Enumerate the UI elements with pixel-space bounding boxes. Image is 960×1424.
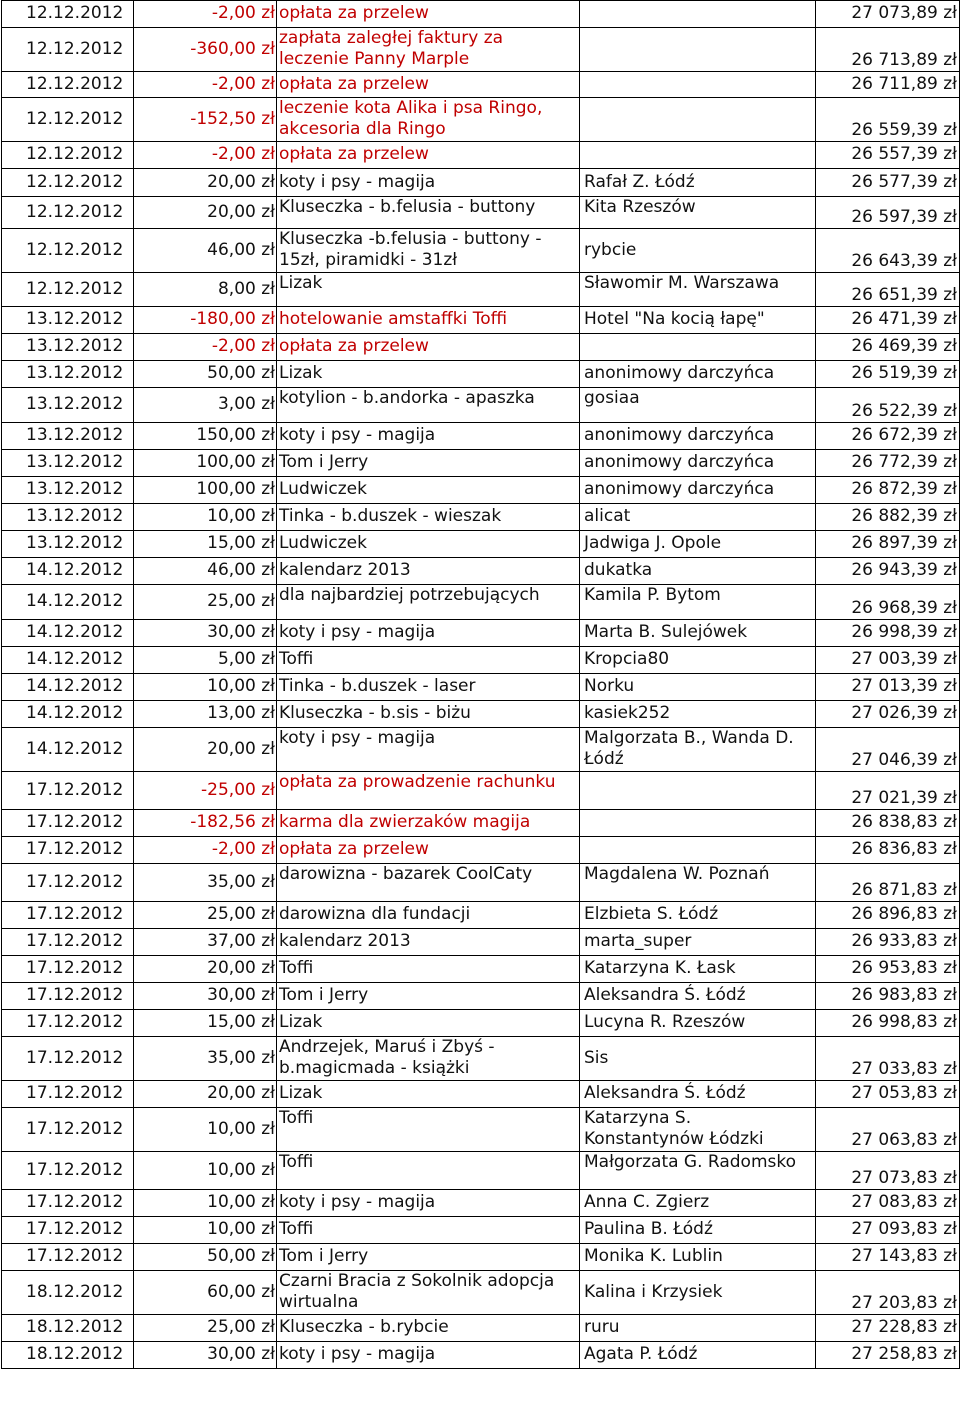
balance-cell: 27 258,83 zł <box>816 1342 960 1369</box>
donor-cell: anonimowy darczyńca <box>580 361 816 388</box>
balance-cell: 26 597,39 zł <box>816 197 960 229</box>
description-cell: kotylion - b.andorka - apaszka <box>277 388 580 423</box>
description-cell: Toffi <box>277 1108 580 1152</box>
description-cell: Kluseczka -b.felusia - buttony - 15zł, piramidki - 31zł <box>277 229 580 273</box>
date-cell: 14.12.2012 <box>2 558 134 585</box>
donor-cell: Elzbieta S. Łódź <box>580 902 816 929</box>
table-row <box>2 956 960 983</box>
amount-cell: 20,00 zł <box>134 728 277 772</box>
description-cell: Lizak <box>277 273 580 307</box>
table-row <box>2 1152 960 1190</box>
description-cell: Lizak <box>277 361 580 388</box>
balance-cell: 26 943,39 zł <box>816 558 960 585</box>
description-cell: opłata za przelew <box>277 837 580 864</box>
description-cell: opłata za prowadzenie rachunku <box>277 772 580 810</box>
table-row <box>2 837 960 864</box>
table-row <box>2 674 960 701</box>
donor-cell: marta_super <box>580 929 816 956</box>
description-cell: koty i psy - magija <box>277 620 580 647</box>
donor-cell: Malgorzata B., Wanda D. Łódź <box>580 728 816 772</box>
balance-cell: 26 897,39 zł <box>816 531 960 558</box>
balance-cell: 26 872,39 zł <box>816 477 960 504</box>
donor-cell: Aleksandra Ś. Łódź <box>580 983 816 1010</box>
balance-cell: 27 083,83 zł <box>816 1190 960 1217</box>
description-cell: Tinka - b.duszek - wieszak <box>277 504 580 531</box>
date-cell: 17.12.2012 <box>2 1244 134 1271</box>
donor-cell: Kita Rzeszów <box>580 197 816 229</box>
donor-cell: Marta B. Sulejówek <box>580 620 816 647</box>
description-cell: Czarni Bracia z Sokolnik adopcja wirtualna <box>277 1271 580 1315</box>
date-cell: 12.12.2012 <box>2 28 134 72</box>
balance-cell: 26 522,39 zł <box>816 388 960 423</box>
date-cell: 17.12.2012 <box>2 1081 134 1108</box>
table-row <box>2 531 960 558</box>
amount-cell: -2,00 zł <box>134 1 277 28</box>
amount-cell: 20,00 zł <box>134 1081 277 1108</box>
table-row <box>2 1244 960 1271</box>
balance-cell: 26 471,39 zł <box>816 307 960 334</box>
amount-cell: 13,00 zł <box>134 701 277 728</box>
table-row <box>2 810 960 837</box>
donor-cell: Katarzyna K. Łask <box>580 956 816 983</box>
donor-cell: Paulina B. Łódź <box>580 1217 816 1244</box>
transactions-body <box>2 1 960 1369</box>
amount-cell: -182,56 zł <box>134 810 277 837</box>
amount-cell: -152,50 zł <box>134 98 277 142</box>
description-cell: Tom i Jerry <box>277 1244 580 1271</box>
table-row <box>2 142 960 169</box>
table-row <box>2 423 960 450</box>
donor-cell <box>580 837 816 864</box>
balance-cell: 27 053,83 zł <box>816 1081 960 1108</box>
table-row <box>2 772 960 810</box>
table-row <box>2 1010 960 1037</box>
balance-cell: 26 882,39 zł <box>816 504 960 531</box>
balance-cell: 26 711,89 zł <box>816 72 960 98</box>
donor-cell: Norku <box>580 674 816 701</box>
date-cell: 12.12.2012 <box>2 197 134 229</box>
description-cell: opłata za przelew <box>277 334 580 361</box>
amount-cell: 15,00 zł <box>134 1010 277 1037</box>
donor-cell <box>580 810 816 837</box>
date-cell: 17.12.2012 <box>2 837 134 864</box>
table-row <box>2 558 960 585</box>
date-cell: 17.12.2012 <box>2 1190 134 1217</box>
table-row <box>2 585 960 620</box>
donor-cell: alicat <box>580 504 816 531</box>
donor-cell: anonimowy darczyńca <box>580 477 816 504</box>
amount-cell: -2,00 zł <box>134 334 277 361</box>
description-cell: dla najbardziej potrzebujących <box>277 585 580 620</box>
balance-cell: 27 046,39 zł <box>816 728 960 772</box>
amount-cell: 50,00 zł <box>134 361 277 388</box>
date-cell: 17.12.2012 <box>2 929 134 956</box>
donor-cell <box>580 1 816 28</box>
date-cell: 17.12.2012 <box>2 983 134 1010</box>
donor-cell: Aleksandra Ś. Łódź <box>580 1081 816 1108</box>
table-row <box>2 1271 960 1315</box>
amount-cell: 35,00 zł <box>134 864 277 902</box>
description-cell: opłata za przelew <box>277 72 580 98</box>
balance-cell: 26 998,39 zł <box>816 620 960 647</box>
table-row <box>2 1081 960 1108</box>
date-cell: 13.12.2012 <box>2 531 134 558</box>
donor-cell: Małgorzata G. Radomsko <box>580 1152 816 1190</box>
balance-cell: 26 896,83 zł <box>816 902 960 929</box>
donor-cell: Sis <box>580 1037 816 1081</box>
table-row <box>2 1037 960 1081</box>
table-row <box>2 307 960 334</box>
donor-cell: Agata P. Łódź <box>580 1342 816 1369</box>
table-row <box>2 983 960 1010</box>
balance-cell: 26 998,83 zł <box>816 1010 960 1037</box>
amount-cell: 35,00 zł <box>134 1037 277 1081</box>
table-row <box>2 1190 960 1217</box>
table-row <box>2 229 960 273</box>
balance-cell: 26 836,83 zł <box>816 837 960 864</box>
date-cell: 12.12.2012 <box>2 169 134 197</box>
donor-cell: dukatka <box>580 558 816 585</box>
balance-cell: 26 557,39 zł <box>816 142 960 169</box>
description-cell: Lizak <box>277 1081 580 1108</box>
balance-cell: 26 651,39 zł <box>816 273 960 307</box>
date-cell: 13.12.2012 <box>2 307 134 334</box>
date-cell: 13.12.2012 <box>2 334 134 361</box>
donor-cell: gosiaa <box>580 388 816 423</box>
balance-cell: 26 469,39 zł <box>816 334 960 361</box>
amount-cell: -2,00 zł <box>134 142 277 169</box>
amount-cell: 10,00 zł <box>134 1190 277 1217</box>
balance-cell: 26 933,83 zł <box>816 929 960 956</box>
balance-cell: 27 073,83 zł <box>816 1152 960 1190</box>
balance-cell: 26 577,39 zł <box>816 169 960 197</box>
donor-cell: rybcie <box>580 229 816 273</box>
donor-cell <box>580 98 816 142</box>
date-cell: 17.12.2012 <box>2 810 134 837</box>
amount-cell: 150,00 zł <box>134 423 277 450</box>
balance-cell: 26 983,83 zł <box>816 983 960 1010</box>
date-cell: 17.12.2012 <box>2 902 134 929</box>
balance-cell: 27 093,83 zł <box>816 1217 960 1244</box>
table-row <box>2 1217 960 1244</box>
description-cell: koty i psy - magija <box>277 169 580 197</box>
donor-cell: anonimowy darczyńca <box>580 423 816 450</box>
date-cell: 12.12.2012 <box>2 229 134 273</box>
table-row <box>2 929 960 956</box>
table-row <box>2 647 960 674</box>
date-cell: 12.12.2012 <box>2 142 134 169</box>
description-cell: hotelowanie amstaffki Toffi <box>277 307 580 334</box>
donor-cell: Kalina i Krzysiek <box>580 1271 816 1315</box>
date-cell: 13.12.2012 <box>2 504 134 531</box>
date-cell: 12.12.2012 <box>2 72 134 98</box>
date-cell: 12.12.2012 <box>2 273 134 307</box>
donor-cell: Monika K. Lublin <box>580 1244 816 1271</box>
amount-cell: 37,00 zł <box>134 929 277 956</box>
date-cell: 18.12.2012 <box>2 1271 134 1315</box>
donor-cell: Hotel "Na kocią łapę" <box>580 307 816 334</box>
amount-cell: 5,00 zł <box>134 647 277 674</box>
description-cell: Toffi <box>277 1152 580 1190</box>
table-row <box>2 1 960 28</box>
donor-cell: Rafał Z. Łódź <box>580 169 816 197</box>
description-cell: opłata za przelew <box>277 1 580 28</box>
table-row <box>2 728 960 772</box>
table-row <box>2 169 960 197</box>
date-cell: 14.12.2012 <box>2 701 134 728</box>
donor-cell <box>580 142 816 169</box>
balance-cell: 26 672,39 zł <box>816 423 960 450</box>
balance-cell: 27 021,39 zł <box>816 772 960 810</box>
date-cell: 14.12.2012 <box>2 585 134 620</box>
date-cell: 17.12.2012 <box>2 864 134 902</box>
table-row <box>2 388 960 423</box>
amount-cell: 10,00 zł <box>134 1108 277 1152</box>
amount-cell: 10,00 zł <box>134 674 277 701</box>
amount-cell: 60,00 zł <box>134 1271 277 1315</box>
table-row <box>2 864 960 902</box>
donor-cell: kasiek252 <box>580 701 816 728</box>
donor-cell: Katarzyna S. Konstantynów Łódzki <box>580 1108 816 1152</box>
table-row <box>2 1108 960 1152</box>
donor-cell: Kamila P. Bytom <box>580 585 816 620</box>
description-cell: Tom i Jerry <box>277 450 580 477</box>
balance-cell: 26 713,89 zł <box>816 28 960 72</box>
amount-cell: 15,00 zł <box>134 531 277 558</box>
description-cell: koty i psy - magija <box>277 1342 580 1369</box>
description-cell: karma dla zwierzaków magija <box>277 810 580 837</box>
amount-cell: 30,00 zł <box>134 1342 277 1369</box>
balance-cell: 26 772,39 zł <box>816 450 960 477</box>
table-row <box>2 361 960 388</box>
amount-cell: 20,00 zł <box>134 197 277 229</box>
description-cell: Kluseczka - b.sis - biżu <box>277 701 580 728</box>
amount-cell: 100,00 zł <box>134 477 277 504</box>
amount-cell: 25,00 zł <box>134 585 277 620</box>
amount-cell: 25,00 zł <box>134 1315 277 1342</box>
description-cell: Tom i Jerry <box>277 983 580 1010</box>
description-cell: darowizna - bazarek CoolCaty <box>277 864 580 902</box>
amount-cell: 3,00 zł <box>134 388 277 423</box>
description-cell: Toffi <box>277 647 580 674</box>
date-cell: 13.12.2012 <box>2 423 134 450</box>
balance-cell: 26 838,83 zł <box>816 810 960 837</box>
table-row <box>2 902 960 929</box>
donor-cell: Kropcia80 <box>580 647 816 674</box>
table-row <box>2 450 960 477</box>
donor-cell: ruru <box>580 1315 816 1342</box>
date-cell: 17.12.2012 <box>2 1010 134 1037</box>
donor-cell: Anna C. Zgierz <box>580 1190 816 1217</box>
date-cell: 13.12.2012 <box>2 450 134 477</box>
balance-cell: 27 063,83 zł <box>816 1108 960 1152</box>
transactions-table <box>1 0 960 1369</box>
donor-cell: Magdalena W. Poznań <box>580 864 816 902</box>
date-cell: 17.12.2012 <box>2 1037 134 1081</box>
balance-cell: 27 143,83 zł <box>816 1244 960 1271</box>
description-cell: Lizak <box>277 1010 580 1037</box>
balance-cell: 27 026,39 zł <box>816 701 960 728</box>
date-cell: 17.12.2012 <box>2 1152 134 1190</box>
balance-cell: 26 871,83 zł <box>816 864 960 902</box>
balance-cell: 26 968,39 zł <box>816 585 960 620</box>
donor-cell <box>580 72 816 98</box>
date-cell: 14.12.2012 <box>2 728 134 772</box>
description-cell: zapłata zaległej faktury za leczenie Panny Marple <box>277 28 580 72</box>
amount-cell: 25,00 zł <box>134 902 277 929</box>
description-cell: Tinka - b.duszek - laser <box>277 674 580 701</box>
description-cell: kalendarz 2013 <box>277 929 580 956</box>
description-cell: koty i psy - magija <box>277 728 580 772</box>
table-row <box>2 28 960 72</box>
amount-cell: 10,00 zł <box>134 1217 277 1244</box>
description-cell: Toffi <box>277 956 580 983</box>
description-cell: koty i psy - magija <box>277 1190 580 1217</box>
amount-cell: 46,00 zł <box>134 229 277 273</box>
table-row <box>2 477 960 504</box>
amount-cell: 50,00 zł <box>134 1244 277 1271</box>
date-cell: 17.12.2012 <box>2 956 134 983</box>
description-cell: Andrzejek, Maruś i Zbyś - b.magicmada - książki <box>277 1037 580 1081</box>
amount-cell: -2,00 zł <box>134 837 277 864</box>
date-cell: 17.12.2012 <box>2 772 134 810</box>
description-cell: Kluseczka - b.felusia - buttony <box>277 197 580 229</box>
balance-cell: 26 643,39 zł <box>816 229 960 273</box>
description-cell: Toffi <box>277 1217 580 1244</box>
balance-cell: 27 073,89 zł <box>816 1 960 28</box>
description-cell: opłata za przelew <box>277 142 580 169</box>
date-cell: 13.12.2012 <box>2 361 134 388</box>
description-cell: leczenie kota Alika i psa Ringo, akcesoria dla Ringo <box>277 98 580 142</box>
table-row <box>2 701 960 728</box>
description-cell: Ludwiczek <box>277 531 580 558</box>
balance-cell: 26 519,39 zł <box>816 361 960 388</box>
amount-cell: 10,00 zł <box>134 1152 277 1190</box>
amount-cell: 8,00 zł <box>134 273 277 307</box>
balance-cell: 27 033,83 zł <box>816 1037 960 1081</box>
date-cell: 18.12.2012 <box>2 1315 134 1342</box>
table-row <box>2 98 960 142</box>
date-cell: 12.12.2012 <box>2 1 134 28</box>
amount-cell: 20,00 zł <box>134 169 277 197</box>
description-cell: koty i psy - magija <box>277 423 580 450</box>
amount-cell: -2,00 zł <box>134 72 277 98</box>
table-row <box>2 504 960 531</box>
amount-cell: -25,00 zł <box>134 772 277 810</box>
table-row <box>2 273 960 307</box>
amount-cell: -180,00 zł <box>134 307 277 334</box>
amount-cell: -360,00 zł <box>134 28 277 72</box>
date-cell: 17.12.2012 <box>2 1217 134 1244</box>
balance-cell: 27 228,83 zł <box>816 1315 960 1342</box>
table-row <box>2 197 960 229</box>
description-cell: darowizna dla fundacji <box>277 902 580 929</box>
table-row <box>2 72 960 98</box>
description-cell: Kluseczka - b.rybcie <box>277 1315 580 1342</box>
table-row <box>2 620 960 647</box>
table-row <box>2 334 960 361</box>
description-cell: Ludwiczek <box>277 477 580 504</box>
donor-cell <box>580 334 816 361</box>
table-row <box>2 1342 960 1369</box>
table-row <box>2 1315 960 1342</box>
date-cell: 13.12.2012 <box>2 477 134 504</box>
balance-cell: 26 953,83 zł <box>816 956 960 983</box>
date-cell: 14.12.2012 <box>2 674 134 701</box>
balance-cell: 27 203,83 zł <box>816 1271 960 1315</box>
amount-cell: 46,00 zł <box>134 558 277 585</box>
balance-cell: 27 003,39 zł <box>816 647 960 674</box>
donor-cell <box>580 772 816 810</box>
balance-cell: 27 013,39 zł <box>816 674 960 701</box>
date-cell: 13.12.2012 <box>2 388 134 423</box>
donor-cell <box>580 28 816 72</box>
donor-cell: anonimowy darczyńca <box>580 450 816 477</box>
balance-cell: 26 559,39 zł <box>816 98 960 142</box>
amount-cell: 100,00 zł <box>134 450 277 477</box>
donor-cell: Sławomir M. Warszawa <box>580 273 816 307</box>
donor-cell: Lucyna R. Rzeszów <box>580 1010 816 1037</box>
date-cell: 14.12.2012 <box>2 647 134 674</box>
date-cell: 18.12.2012 <box>2 1342 134 1369</box>
donor-cell: Jadwiga J. Opole <box>580 531 816 558</box>
description-cell: kalendarz 2013 <box>277 558 580 585</box>
date-cell: 17.12.2012 <box>2 1108 134 1152</box>
date-cell: 14.12.2012 <box>2 620 134 647</box>
amount-cell: 30,00 zł <box>134 620 277 647</box>
date-cell: 12.12.2012 <box>2 98 134 142</box>
amount-cell: 10,00 zł <box>134 504 277 531</box>
amount-cell: 20,00 zł <box>134 956 277 983</box>
amount-cell: 30,00 zł <box>134 983 277 1010</box>
